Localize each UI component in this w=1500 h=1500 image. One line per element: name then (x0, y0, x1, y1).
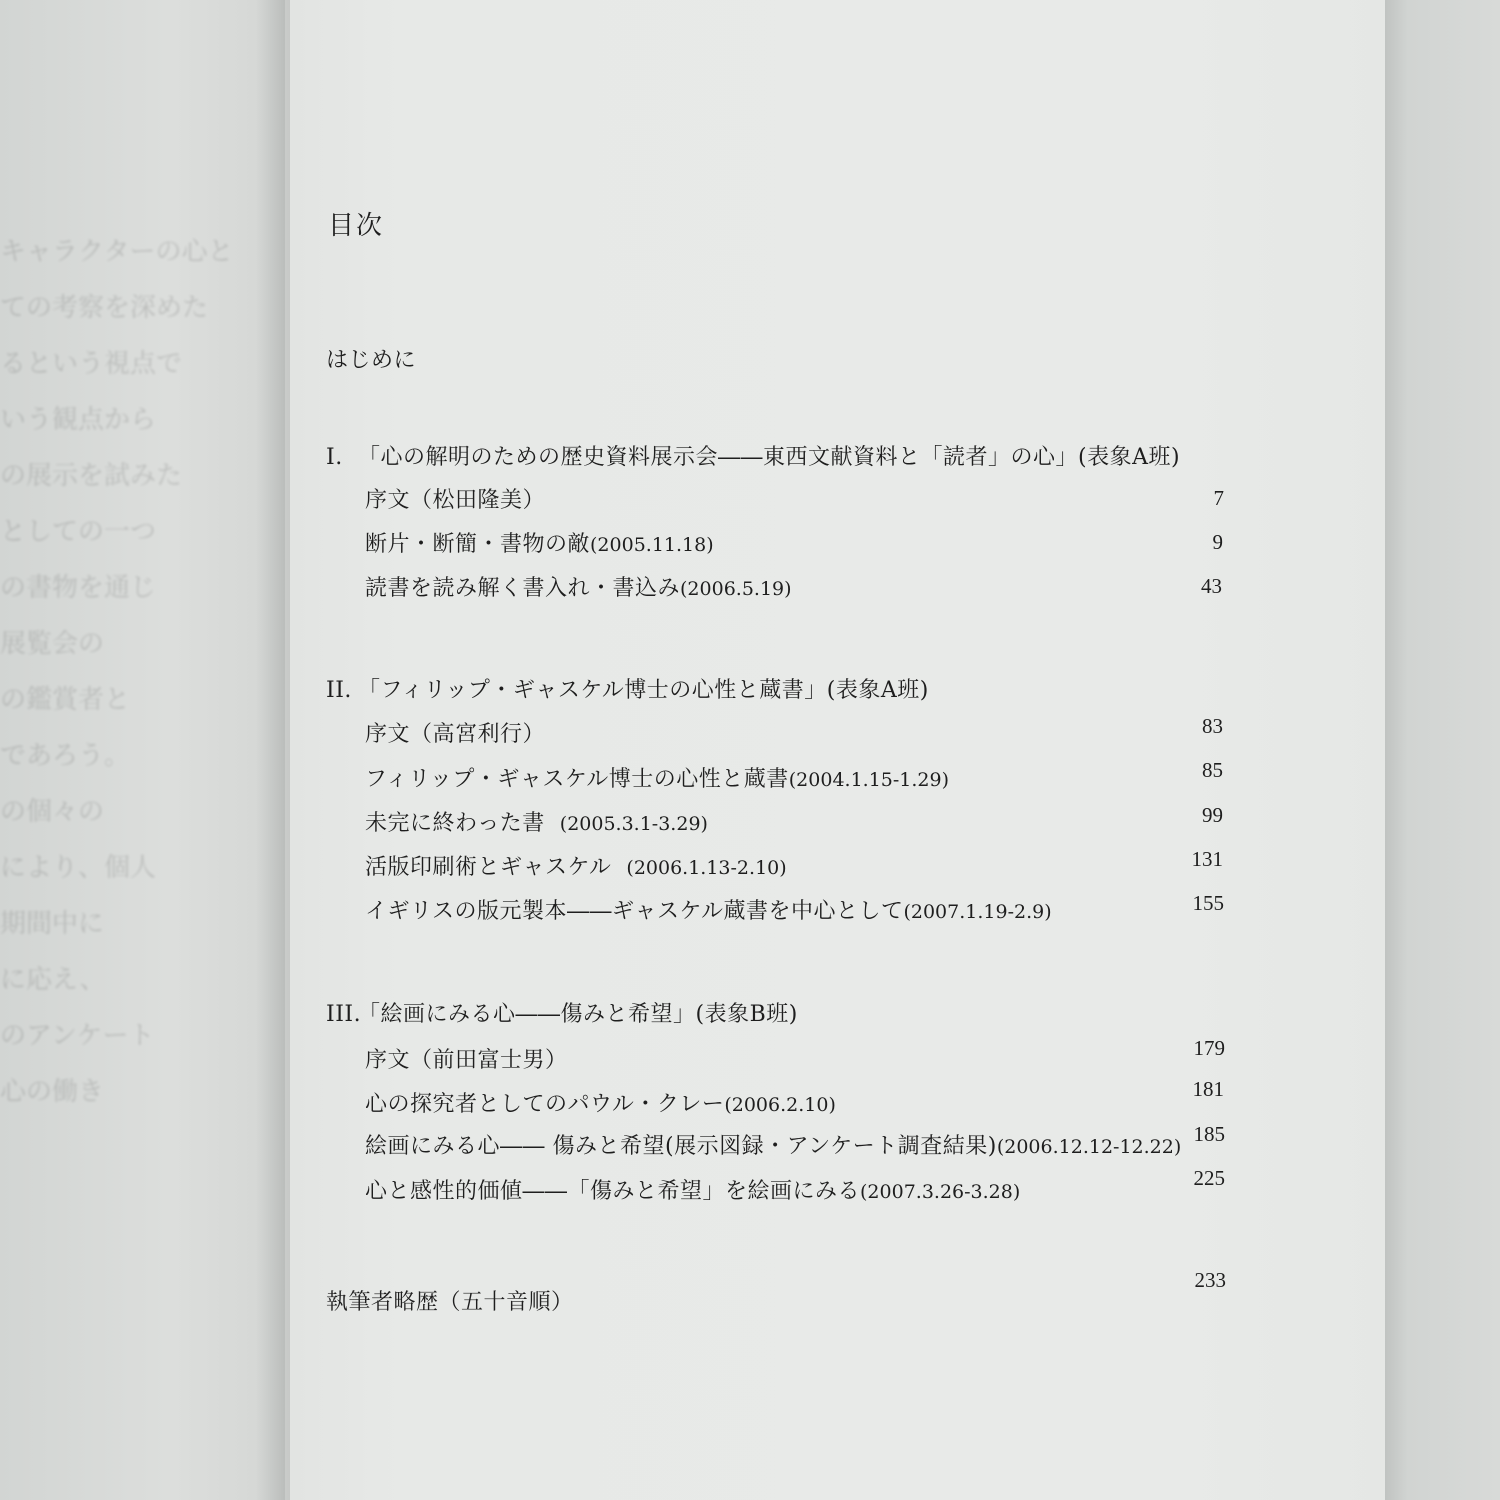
section-2-heading (326, 673, 929, 704)
section-2-title: 「フィリップ・ギャスケル博士の心性と蔵書」(表象A班) (358, 678, 929, 703)
toc-entry-date: (2006.5.19) (680, 578, 792, 600)
facing-page-left (0, 0, 285, 1500)
toc-entry-date: (2007.3.26-3.28) (860, 1181, 1021, 1203)
toc-entry (365, 483, 545, 514)
page-number: 155 (1192, 891, 1224, 915)
section-1-title: 「心の解明のための歴史資料展示会――東西文献資料と「読者」の心」(表象A班) (358, 445, 1181, 470)
toc-entry (365, 717, 545, 748)
toc-title: 目次 (328, 211, 385, 241)
page-number: 233 (1194, 1268, 1226, 1292)
page-number: 83 (1202, 714, 1223, 738)
toc-entry-title: 心の探究者としてのパウル・クレー (365, 1092, 725, 1117)
toc-entry-title: 心と感性的価値――「傷みと希望」を絵画にみる (365, 1179, 861, 1204)
toc-entry (365, 1043, 568, 1074)
section-1-numeral: I. (326, 445, 343, 470)
section-3-title: 「絵画にみる心――傷みと希望」(表象B班) (358, 1002, 798, 1027)
toc-entry-date: (2004.1.15-1.29) (788, 769, 950, 791)
page-number: 7 (1213, 486, 1224, 510)
toc-entry-title: 活版印刷術とギャスケル (365, 855, 612, 880)
toc-entry-date: (2005.11.18) (590, 534, 714, 556)
bleed-through-text: キャラクターの心と ての考察を深めた るという視点で いう観点から の展示を試みた としての一つ の書物を通じ 展覧会の の鑑賞者と であろう。 の個々の により、個人 期間中に に応え、 のアンケート 心の働き (0, 237, 234, 1107)
page-number: 85 (1202, 758, 1223, 782)
section-3-heading (326, 997, 798, 1028)
toc-entry-title: 絵画にみる心―― 傷みと希望(展示図録・アンケート調査結果) (365, 1134, 997, 1159)
page-edge (1385, 0, 1500, 1500)
page-number: 181 (1192, 1077, 1224, 1101)
toc-entry-title: 序文（前田富士男） (365, 1048, 568, 1073)
toc-entry-title: イギリスの版元製本――ギャスケル蔵書を中心として (365, 899, 904, 924)
page-number: 185 (1193, 1122, 1225, 1146)
page-number: 131 (1191, 847, 1223, 871)
toc-entry-title: 断片・断簡・書物の敵 (365, 532, 591, 557)
page-number: 99 (1202, 803, 1223, 827)
toc-entry-date: (2007.1.19-2.9) (903, 901, 1052, 923)
toc-entry-title: 読書を読み解く書入れ・書込み (365, 576, 681, 601)
toc-entry-title: フィリップ・ギャスケル博士の心性と蔵書 (365, 767, 789, 792)
toc-entry (365, 1174, 1020, 1205)
toc-entry (365, 1129, 1181, 1160)
section-3-numeral: III. (326, 1002, 362, 1027)
toc-entry-date: (2006.12.12-12.22) (996, 1136, 1182, 1158)
page-number: 9 (1212, 530, 1223, 554)
toc-entry (365, 806, 708, 837)
toc-entry-date: (2005.3.1-3.29) (559, 813, 708, 835)
toc-entry (365, 527, 714, 558)
toc-intro: はじめに (326, 348, 417, 373)
toc-entry-title: 序文（高宮利行） (365, 722, 546, 747)
toc-entry-title: 未完に終わった書 (365, 811, 545, 836)
section-1-heading (326, 440, 1180, 471)
toc-entry (365, 850, 787, 881)
toc-entry-date: (2006.1.13-2.10) (626, 857, 787, 879)
authors-heading: 執筆者略歴（五十音順） (326, 1290, 574, 1315)
toc-entry (365, 762, 949, 793)
section-2-numeral: II. (326, 678, 352, 703)
toc-entry-date: (2006.2.10) (724, 1094, 836, 1116)
toc-entry (365, 894, 1052, 925)
page-number: 179 (1193, 1036, 1225, 1060)
page-number: 225 (1193, 1166, 1225, 1190)
toc-entry (365, 571, 792, 602)
page-number: 43 (1201, 574, 1222, 598)
toc-entry (365, 1087, 836, 1118)
toc-entry-title: 序文（松田隆美） (365, 488, 546, 513)
